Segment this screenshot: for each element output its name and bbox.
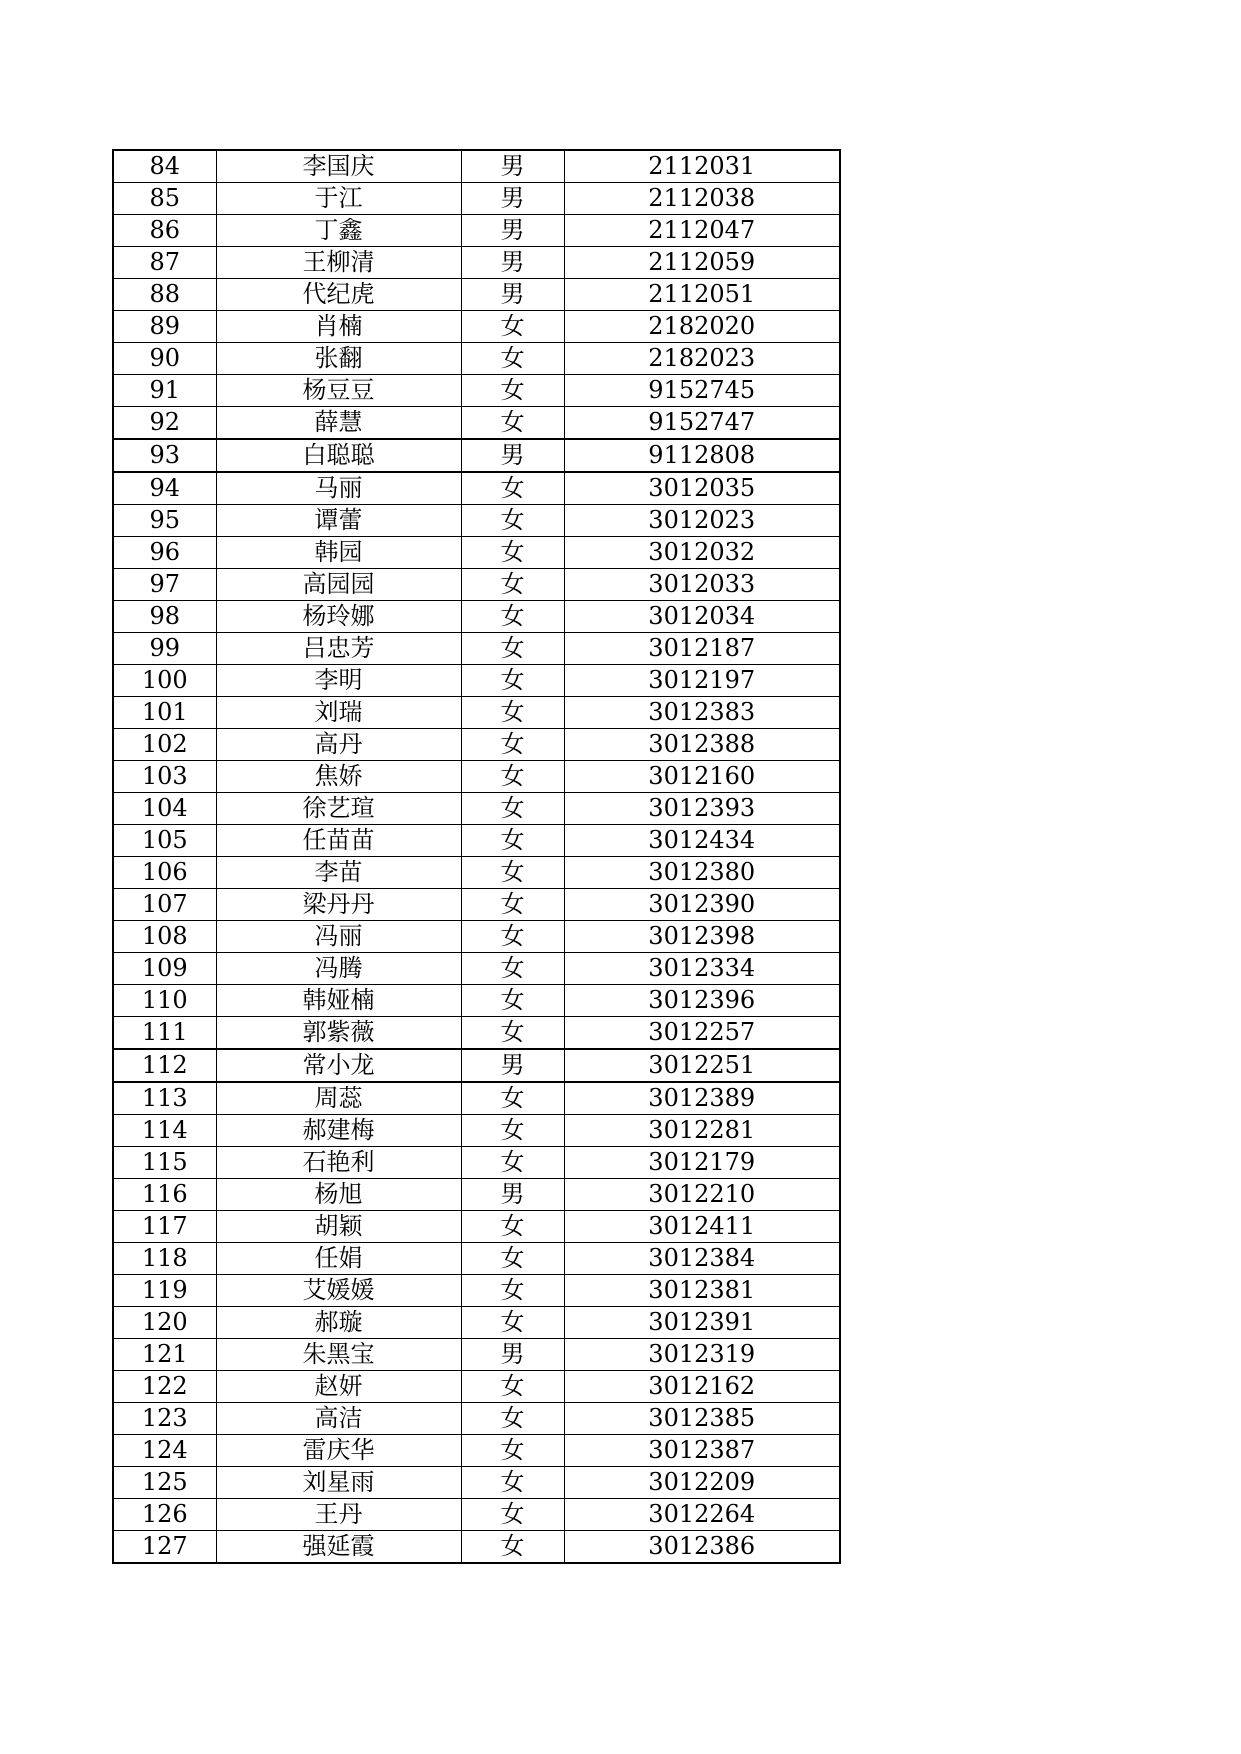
cell-name: 韩娅楠 xyxy=(216,985,461,1017)
cell-name: 杨旭 xyxy=(216,1179,461,1211)
cell-name: 李明 xyxy=(216,665,461,697)
cell-number: 108 xyxy=(113,921,216,953)
cell-gender: 男 xyxy=(461,279,564,311)
cell-gender: 女 xyxy=(461,375,564,407)
cell-student-id: 3012210 xyxy=(564,1179,840,1211)
roster-body xyxy=(113,150,840,1563)
cell-student-id: 3012035 xyxy=(564,472,840,505)
cell-number: 91 xyxy=(113,375,216,407)
cell-number: 122 xyxy=(113,1371,216,1403)
cell-gender: 女 xyxy=(461,1243,564,1275)
cell-gender: 女 xyxy=(461,407,564,440)
cell-name: 代纪虎 xyxy=(216,279,461,311)
cell-student-id: 2112047 xyxy=(564,215,840,247)
table-row xyxy=(113,985,840,1017)
table-row xyxy=(113,1403,840,1435)
cell-gender: 女 xyxy=(461,1307,564,1339)
table-row xyxy=(113,311,840,343)
cell-student-id: 3012381 xyxy=(564,1275,840,1307)
cell-number: 96 xyxy=(113,537,216,569)
table-row xyxy=(113,697,840,729)
cell-number: 115 xyxy=(113,1147,216,1179)
cell-gender: 男 xyxy=(461,1339,564,1371)
cell-student-id: 3012386 xyxy=(564,1531,840,1564)
cell-gender: 女 xyxy=(461,761,564,793)
cell-number: 97 xyxy=(113,569,216,601)
cell-student-id: 2112038 xyxy=(564,183,840,215)
table-row xyxy=(113,1147,840,1179)
cell-number: 90 xyxy=(113,343,216,375)
cell-name: 石艳利 xyxy=(216,1147,461,1179)
cell-gender: 女 xyxy=(461,985,564,1017)
cell-student-id: 3012389 xyxy=(564,1082,840,1115)
cell-gender: 男 xyxy=(461,215,564,247)
table-row xyxy=(113,407,840,440)
cell-gender: 女 xyxy=(461,1147,564,1179)
cell-gender: 男 xyxy=(461,150,564,183)
cell-name: 丁鑫 xyxy=(216,215,461,247)
cell-name: 胡颖 xyxy=(216,1211,461,1243)
cell-gender: 女 xyxy=(461,311,564,343)
cell-gender: 女 xyxy=(461,857,564,889)
cell-student-id: 9152745 xyxy=(564,375,840,407)
cell-student-id: 2112031 xyxy=(564,150,840,183)
cell-number: 94 xyxy=(113,472,216,505)
cell-gender: 女 xyxy=(461,1531,564,1564)
cell-number: 124 xyxy=(113,1435,216,1467)
cell-student-id: 3012391 xyxy=(564,1307,840,1339)
cell-name: 张翻 xyxy=(216,343,461,375)
table-row xyxy=(113,1211,840,1243)
table-row xyxy=(113,761,840,793)
table-row xyxy=(113,1082,840,1115)
cell-number: 116 xyxy=(113,1179,216,1211)
cell-number: 113 xyxy=(113,1082,216,1115)
table-row xyxy=(113,665,840,697)
cell-number: 117 xyxy=(113,1211,216,1243)
cell-number: 95 xyxy=(113,505,216,537)
cell-name: 常小龙 xyxy=(216,1049,461,1082)
cell-number: 109 xyxy=(113,953,216,985)
table-row xyxy=(113,1115,840,1147)
table-row xyxy=(113,1275,840,1307)
table-row xyxy=(113,569,840,601)
cell-gender: 女 xyxy=(461,1499,564,1531)
cell-name: 白聪聪 xyxy=(216,439,461,472)
cell-number: 104 xyxy=(113,793,216,825)
cell-name: 高园园 xyxy=(216,569,461,601)
cell-number: 98 xyxy=(113,601,216,633)
cell-gender: 女 xyxy=(461,343,564,375)
cell-student-id: 3012393 xyxy=(564,793,840,825)
cell-name: 谭蕾 xyxy=(216,505,461,537)
cell-number: 99 xyxy=(113,633,216,665)
table-row xyxy=(113,247,840,279)
table-row xyxy=(113,1499,840,1531)
table-row xyxy=(113,1049,840,1082)
cell-number: 87 xyxy=(113,247,216,279)
table-row xyxy=(113,953,840,985)
cell-student-id: 3012434 xyxy=(564,825,840,857)
table-row xyxy=(113,1371,840,1403)
cell-number: 84 xyxy=(113,150,216,183)
cell-name: 焦娇 xyxy=(216,761,461,793)
cell-number: 112 xyxy=(113,1049,216,1082)
cell-name: 周蕊 xyxy=(216,1082,461,1115)
cell-name: 冯丽 xyxy=(216,921,461,953)
cell-number: 118 xyxy=(113,1243,216,1275)
table-row xyxy=(113,183,840,215)
table-row xyxy=(113,215,840,247)
cell-number: 110 xyxy=(113,985,216,1017)
cell-name: 杨豆豆 xyxy=(216,375,461,407)
cell-name: 王丹 xyxy=(216,1499,461,1531)
cell-name: 于江 xyxy=(216,183,461,215)
table-row xyxy=(113,1307,840,1339)
table-row xyxy=(113,729,840,761)
table-row xyxy=(113,921,840,953)
cell-number: 86 xyxy=(113,215,216,247)
cell-number: 121 xyxy=(113,1339,216,1371)
cell-gender: 女 xyxy=(461,472,564,505)
cell-student-id: 2112059 xyxy=(564,247,840,279)
cell-student-id: 3012162 xyxy=(564,1371,840,1403)
cell-number: 92 xyxy=(113,407,216,440)
cell-student-id: 3012281 xyxy=(564,1115,840,1147)
cell-number: 127 xyxy=(113,1531,216,1564)
cell-number: 89 xyxy=(113,311,216,343)
cell-name: 任苗苗 xyxy=(216,825,461,857)
cell-name: 高丹 xyxy=(216,729,461,761)
cell-name: 艾媛媛 xyxy=(216,1275,461,1307)
cell-student-id: 3012380 xyxy=(564,857,840,889)
cell-name: 强延霞 xyxy=(216,1531,461,1564)
student-roster-table xyxy=(112,149,841,1564)
cell-gender: 男 xyxy=(461,183,564,215)
cell-gender: 女 xyxy=(461,665,564,697)
cell-number: 120 xyxy=(113,1307,216,1339)
table-row xyxy=(113,1435,840,1467)
cell-number: 126 xyxy=(113,1499,216,1531)
cell-student-id: 9152747 xyxy=(564,407,840,440)
table-row xyxy=(113,439,840,472)
cell-name: 刘瑞 xyxy=(216,697,461,729)
cell-student-id: 3012197 xyxy=(564,665,840,697)
cell-name: 杨玲娜 xyxy=(216,601,461,633)
cell-name: 郝建梅 xyxy=(216,1115,461,1147)
cell-student-id: 3012411 xyxy=(564,1211,840,1243)
table-row xyxy=(113,1017,840,1050)
cell-name: 任娟 xyxy=(216,1243,461,1275)
table-row xyxy=(113,601,840,633)
cell-number: 101 xyxy=(113,697,216,729)
cell-gender: 女 xyxy=(461,921,564,953)
cell-gender: 男 xyxy=(461,439,564,472)
cell-gender: 女 xyxy=(461,1403,564,1435)
table-row xyxy=(113,1339,840,1371)
cell-name: 李国庆 xyxy=(216,150,461,183)
table-row xyxy=(113,889,840,921)
cell-student-id: 3012398 xyxy=(564,921,840,953)
cell-name: 冯腾 xyxy=(216,953,461,985)
cell-student-id: 3012034 xyxy=(564,601,840,633)
cell-gender: 女 xyxy=(461,793,564,825)
cell-name: 马丽 xyxy=(216,472,461,505)
cell-name: 郭紫薇 xyxy=(216,1017,461,1050)
cell-gender: 女 xyxy=(461,1435,564,1467)
cell-student-id: 3012160 xyxy=(564,761,840,793)
cell-student-id: 3012033 xyxy=(564,569,840,601)
cell-gender: 女 xyxy=(461,697,564,729)
cell-number: 123 xyxy=(113,1403,216,1435)
cell-gender: 女 xyxy=(461,1467,564,1499)
cell-student-id: 3012179 xyxy=(564,1147,840,1179)
cell-name: 李苗 xyxy=(216,857,461,889)
cell-gender: 女 xyxy=(461,889,564,921)
cell-number: 105 xyxy=(113,825,216,857)
cell-number: 85 xyxy=(113,183,216,215)
cell-number: 106 xyxy=(113,857,216,889)
cell-number: 102 xyxy=(113,729,216,761)
cell-gender: 女 xyxy=(461,1017,564,1050)
table-row xyxy=(113,633,840,665)
table-row xyxy=(113,1531,840,1564)
cell-name: 高洁 xyxy=(216,1403,461,1435)
cell-name: 朱黑宝 xyxy=(216,1339,461,1371)
cell-student-id: 3012334 xyxy=(564,953,840,985)
table-row xyxy=(113,472,840,505)
cell-number: 103 xyxy=(113,761,216,793)
cell-student-id: 3012032 xyxy=(564,537,840,569)
cell-student-id: 2182020 xyxy=(564,311,840,343)
cell-student-id: 3012384 xyxy=(564,1243,840,1275)
table-row xyxy=(113,1179,840,1211)
cell-gender: 女 xyxy=(461,1275,564,1307)
cell-number: 107 xyxy=(113,889,216,921)
cell-student-id: 3012385 xyxy=(564,1403,840,1435)
cell-gender: 女 xyxy=(461,1115,564,1147)
table-row xyxy=(113,793,840,825)
cell-number: 100 xyxy=(113,665,216,697)
cell-gender: 女 xyxy=(461,953,564,985)
cell-name: 吕忠芳 xyxy=(216,633,461,665)
cell-gender: 男 xyxy=(461,1179,564,1211)
cell-gender: 女 xyxy=(461,569,564,601)
cell-name: 徐艺瑄 xyxy=(216,793,461,825)
cell-number: 125 xyxy=(113,1467,216,1499)
cell-name: 梁丹丹 xyxy=(216,889,461,921)
cell-name: 肖楠 xyxy=(216,311,461,343)
table-row xyxy=(113,1467,840,1499)
cell-student-id: 9112808 xyxy=(564,439,840,472)
cell-name: 刘星雨 xyxy=(216,1467,461,1499)
cell-name: 赵妍 xyxy=(216,1371,461,1403)
cell-student-id: 3012187 xyxy=(564,633,840,665)
table-row xyxy=(113,857,840,889)
cell-number: 114 xyxy=(113,1115,216,1147)
cell-name: 薛慧 xyxy=(216,407,461,440)
cell-name: 郝璇 xyxy=(216,1307,461,1339)
cell-student-id: 3012388 xyxy=(564,729,840,761)
cell-gender: 男 xyxy=(461,247,564,279)
cell-student-id: 3012257 xyxy=(564,1017,840,1050)
cell-gender: 女 xyxy=(461,633,564,665)
cell-student-id: 3012387 xyxy=(564,1435,840,1467)
table-row xyxy=(113,537,840,569)
cell-number: 88 xyxy=(113,279,216,311)
cell-gender: 女 xyxy=(461,825,564,857)
cell-student-id: 3012383 xyxy=(564,697,840,729)
cell-student-id: 2182023 xyxy=(564,343,840,375)
cell-student-id: 3012251 xyxy=(564,1049,840,1082)
cell-gender: 女 xyxy=(461,729,564,761)
cell-student-id: 3012209 xyxy=(564,1467,840,1499)
cell-student-id: 3012264 xyxy=(564,1499,840,1531)
cell-gender: 男 xyxy=(461,1049,564,1082)
cell-gender: 女 xyxy=(461,1371,564,1403)
cell-student-id: 3012319 xyxy=(564,1339,840,1371)
cell-student-id: 3012396 xyxy=(564,985,840,1017)
table-row xyxy=(113,279,840,311)
cell-number: 93 xyxy=(113,439,216,472)
table-row xyxy=(113,825,840,857)
cell-gender: 女 xyxy=(461,505,564,537)
cell-gender: 女 xyxy=(461,1211,564,1243)
table-row xyxy=(113,505,840,537)
cell-name: 王柳清 xyxy=(216,247,461,279)
cell-gender: 女 xyxy=(461,601,564,633)
cell-number: 119 xyxy=(113,1275,216,1307)
cell-gender: 女 xyxy=(461,537,564,569)
cell-student-id: 3012390 xyxy=(564,889,840,921)
table-row xyxy=(113,375,840,407)
cell-student-id: 3012023 xyxy=(564,505,840,537)
cell-name: 韩园 xyxy=(216,537,461,569)
cell-name: 雷庆华 xyxy=(216,1435,461,1467)
cell-student-id: 2112051 xyxy=(564,279,840,311)
table-row xyxy=(113,150,840,183)
cell-gender: 女 xyxy=(461,1082,564,1115)
table-row xyxy=(113,1243,840,1275)
table-row xyxy=(113,343,840,375)
cell-number: 111 xyxy=(113,1017,216,1050)
